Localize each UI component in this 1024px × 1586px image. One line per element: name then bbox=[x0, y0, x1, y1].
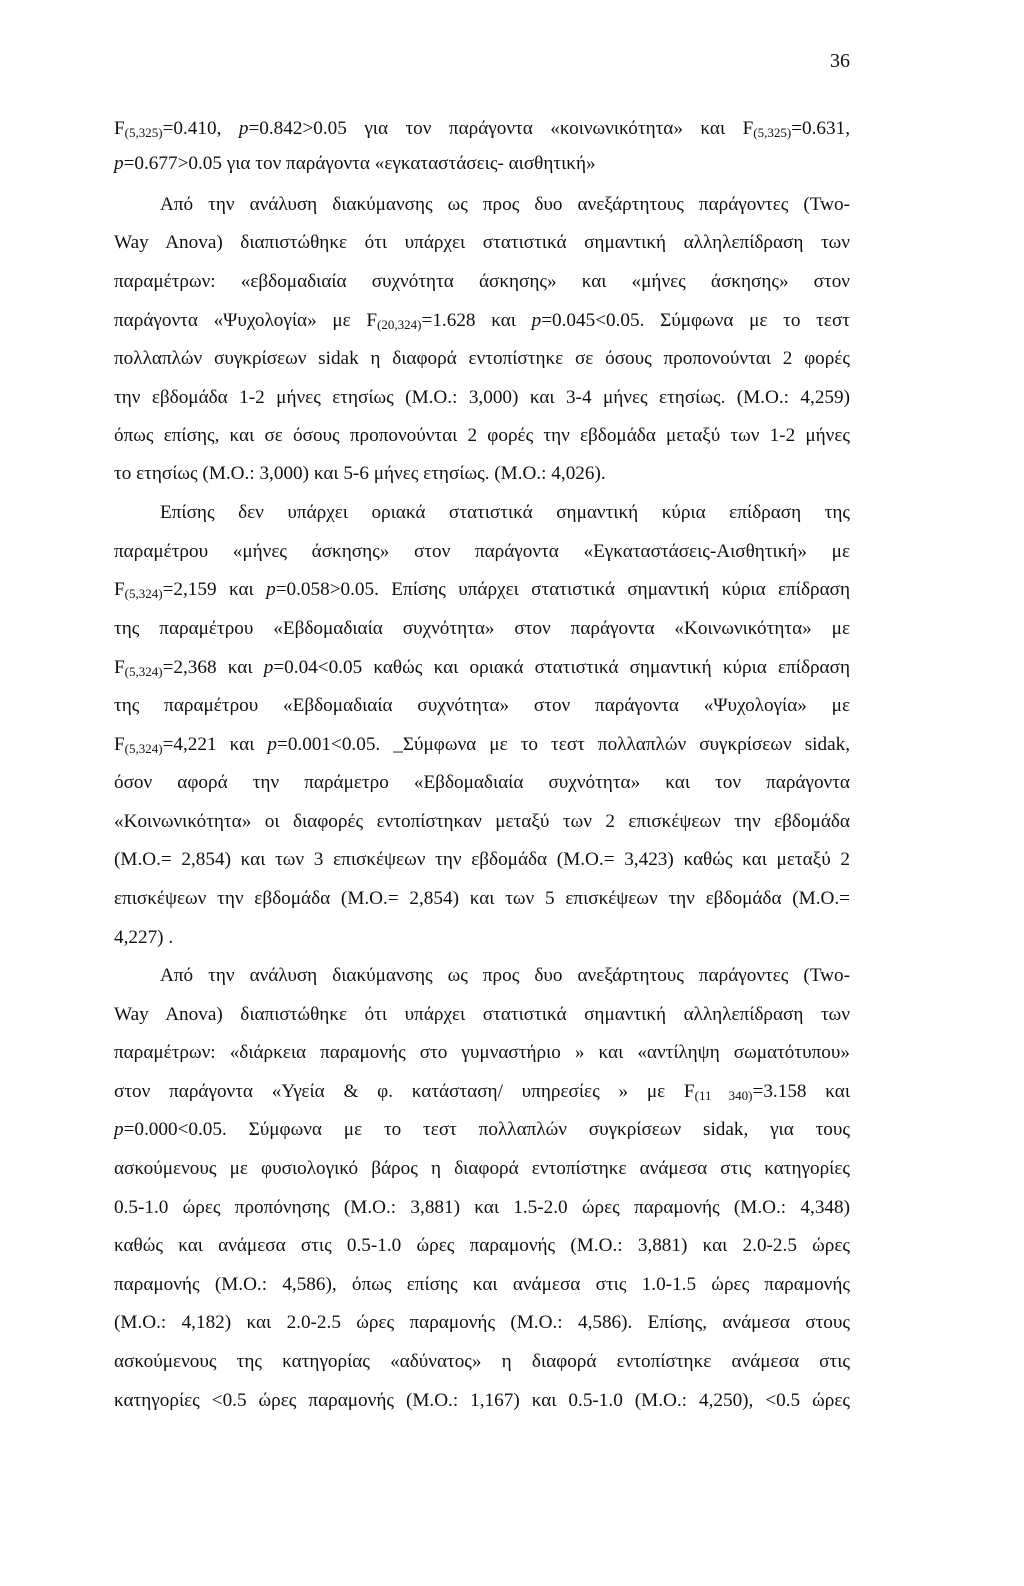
text-line: ασκούμενους με φυσιολογικό βάρος η διαφορά εντοπίστηκε ανάμεσα στις κατηγορίες bbox=[114, 1158, 850, 1179]
text-line: όσον αφορά την παράμετρο «Εβδομαδιαία συχνότητα» και τον παράγοντα bbox=[114, 772, 850, 793]
text-line: παραμέτρου «μήνες άσκησης» στον παράγοντα «Εγκαταστάσεις-Αισθητική» με bbox=[114, 541, 850, 562]
text-line: επισκέψεων την εβδομάδα (Μ.Ο.= 2,854) και των 5 επισκέψεων την εβδομάδα (Μ.Ο.= bbox=[114, 888, 850, 909]
text-line: την εβδομάδα 1-2 μήνες ετησίως (Μ.Ο.: 3,000) και 3-4 μήνες ετησίως. (Μ.Ο.: 4,259) bbox=[114, 387, 850, 408]
text-line: p=0.000<0.05. Σύμφωνα με το τεστ πολλαπλών συγκρίσεων sidak, για τους bbox=[114, 1119, 850, 1140]
text-line: $F_{(5,324)}=2,159$ και p=0.058>0.05. Επίσης υπάρχει στατιστικά σημαντική κύρια επίδραση bbox=[114, 579, 850, 601]
text-line: (Μ.Ο.: 4,182) και 2.0-2.5 ώρες παραμονής (Μ.Ο.: 4,586). Επίσης, ανάμεσα στους bbox=[114, 1312, 850, 1333]
text-line: «Κοινωνικότητα» οι διαφορές εντοπίστηκαν μεταξύ των 2 επισκέψεων την εβδομάδα bbox=[114, 811, 850, 832]
text-line: της παραμέτρου «Εβδομαδιαία συχνότητα» στον παράγοντα «Κοινωνικότητα» με bbox=[114, 618, 850, 639]
text-line: παραμέτρων: «διάρκεια παραμονής στο γυμναστήριο » και «αντίληψη σωματότυπου» bbox=[114, 1042, 850, 1063]
text-line: 4,227) . bbox=[114, 927, 174, 948]
text-line: $F_{(5,324)}=4,221$ και p=0.001<0.05. _Σύμφωνα με το τεστ πολλαπλών συγκρίσεων sidak, bbox=[114, 734, 851, 756]
text-line: κατηγορίες <0.5 ώρες παραμονής (Μ.Ο.: 1,167) και 0.5-1.0 (Μ.Ο.: 4,250), <0.5 ώρες bbox=[114, 1390, 850, 1411]
text-line: ασκούμενους της κατηγορίας «αδύνατος» η διαφορά εντοπίστηκε ανάμεσα στις bbox=[114, 1351, 850, 1372]
text-line: Way Anova) διαπιστώθηκε ότι υπάρχει στατιστικά σημαντική αλληλεπίδραση των bbox=[114, 232, 850, 253]
text-line: p=0.677>0.05 για τον παράγοντα «εγκαταστάσεις- αισθητική» bbox=[114, 153, 596, 174]
text-line: παραμέτρων: «εβδομαδιαία συχνότητα άσκησης» και «μήνες άσκησης» στον bbox=[114, 271, 850, 292]
text-line: Από την ανάλυση διακύμανσης ως προς δυο ανεξάρτητους παράγοντες (Two- bbox=[160, 965, 850, 986]
text-line: πολλαπλών συγκρίσεων sidak η διαφορά εντοπίστηκε σε όσους προπονούνται 2 φορές bbox=[114, 348, 850, 369]
text-line: στον παράγοντα «Υγεία & φ. κατάσταση/ υπηρεσίες » με $F_{(11 340)}=3.158$ και bbox=[114, 1081, 850, 1103]
page-number: 36 bbox=[830, 50, 850, 72]
text-line: $F_{(5,324)}=2,368$ και p=0.04<0.05 καθώς και οριακά στατιστικά σημαντική κύρια επίδραση bbox=[114, 657, 850, 679]
text-line: Από την ανάλυση διακύμανσης ως προς δυο ανεξάρτητους παράγοντες (Two- bbox=[160, 194, 850, 215]
text-line: $F_{(5,325)}=0.410$, p=0.842>0.05 για τον παράγοντα «κοινωνικότητα» και $F_{(5,325)}=0.631$, bbox=[114, 118, 850, 140]
text-line: (Μ.Ο.= 2,854) και των 3 επισκέψεων την εβδομάδα (Μ.Ο.= 3,423) καθώς και μεταξύ 2 bbox=[114, 849, 850, 870]
text-line: παραμονής (Μ.Ο.: 4,586), όπως επίσης και ανάμεσα στις 1.0-1.5 ώρες παραμονής bbox=[114, 1274, 850, 1295]
text-line: Way Anova) διαπιστώθηκε ότι υπάρχει στατιστικά σημαντική αλληλεπίδραση των bbox=[114, 1004, 850, 1025]
text-line: Επίσης δεν υπάρχει οριακά στατιστικά σημαντική κύρια επίδραση της bbox=[160, 502, 850, 523]
text-line: παράγοντα «Ψυχολογία» με $F_{(20,324)}=1.628$ και p=0.045<0.05. Σύμφωνα με το τεστ bbox=[114, 310, 850, 332]
text-line: της παραμέτρου «Εβδομαδιαία συχνότητα» στον παράγοντα «Ψυχολογία» με bbox=[114, 695, 850, 716]
text-line: όπως επίσης, και σε όσους προπονούνται 2 φορές την εβδομάδα μεταξύ των 1-2 μήνες bbox=[114, 425, 850, 446]
text-line: 0.5-1.0 ώρες προπόνησης (Μ.Ο.: 3,881) και 1.5-2.0 ώρες παραμονής (Μ.Ο.: 4,348) bbox=[114, 1197, 850, 1218]
text-line: το ετησίως (Μ.Ο.: 3,000) και 5-6 μήνες ετησίως. (Μ.Ο.: 4,026). bbox=[114, 463, 606, 484]
text-line: καθώς και ανάμεσα στις 0.5-1.0 ώρες παραμονής (Μ.Ο.: 3,881) και 2.0-2.5 ώρες bbox=[114, 1235, 850, 1256]
